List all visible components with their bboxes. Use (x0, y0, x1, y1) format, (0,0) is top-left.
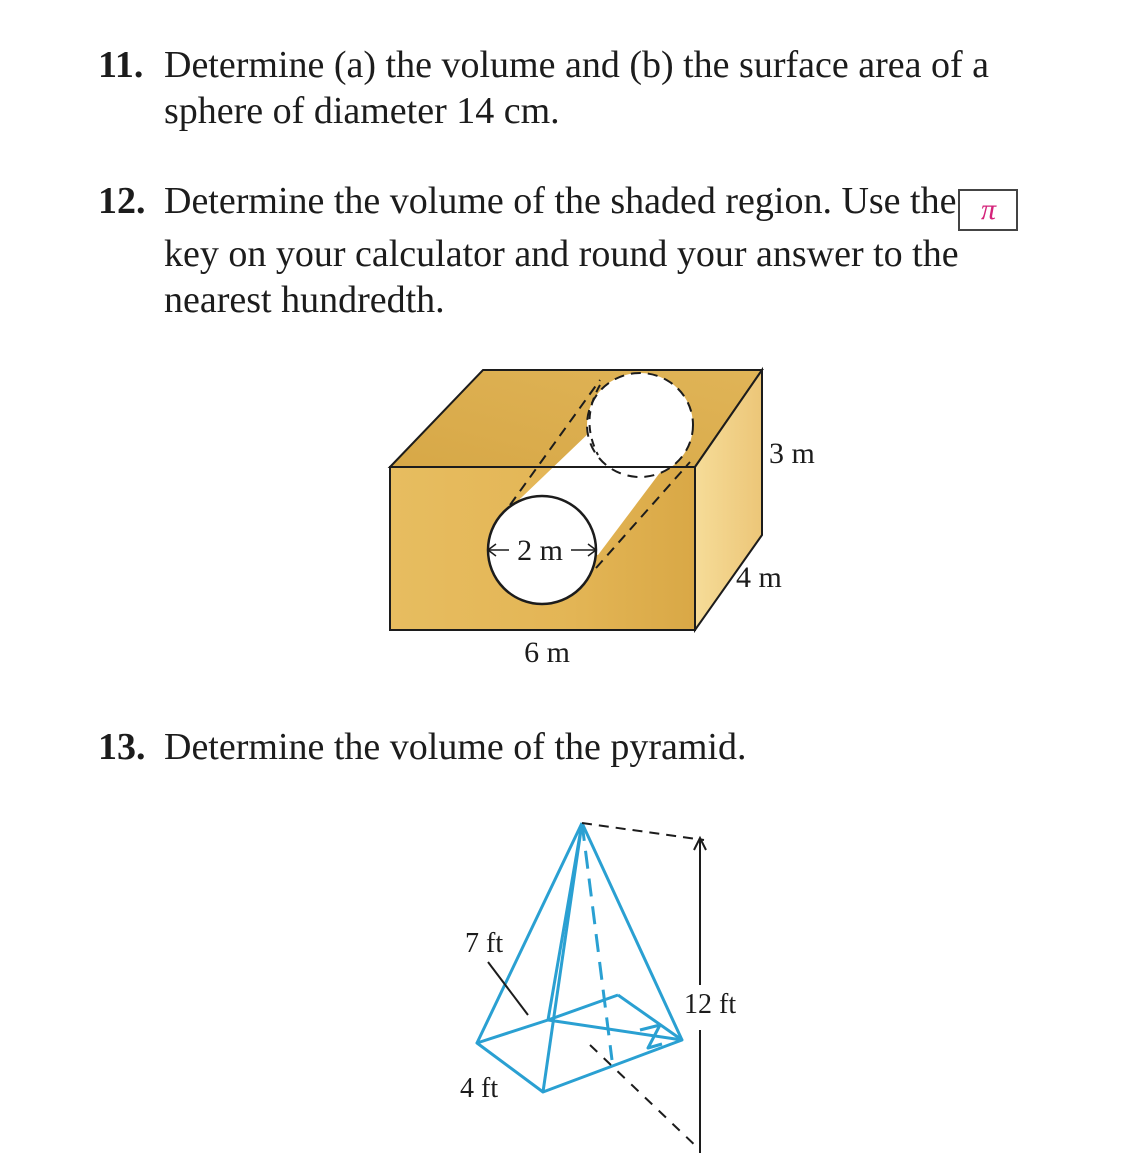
problem-13-number: 13. (98, 726, 146, 768)
problem-11-text-line-1: Determine (a) the volume and (b) the surface area of a (164, 44, 990, 86)
pi-key-icon: π (958, 189, 1018, 231)
problem-12-text-line-1: Determine the volume of the shaded region. Use the (164, 180, 957, 222)
label-slant-7ft: 7 ft (465, 928, 504, 959)
problem-11-number: 11. (98, 44, 144, 86)
problem-11-text-line-2: sphere of diameter 14 cm. (164, 90, 560, 132)
label-diameter: 2 m (517, 534, 563, 567)
label-width-6m: 6 m (524, 636, 570, 669)
problem-12-text-line-2: key on your calculator and round your answer to the (164, 233, 959, 275)
problem-12-number: 12. (98, 180, 146, 222)
label-height-3m: 3 m (769, 437, 815, 470)
label-base-4ft: 4 ft (460, 1073, 499, 1104)
pyramid-edge-right (582, 823, 682, 1040)
pyramid-base (477, 1020, 682, 1092)
problem-13-text-line-1: Determine the volume of the pyramid. (164, 726, 747, 768)
label-height-12ft: 12 ft (684, 989, 737, 1020)
height-dashed-bottom (590, 1045, 700, 1150)
label-depth-4m: 4 m (736, 561, 782, 594)
height-dashed-top (582, 823, 704, 840)
problem-12-text-line-3: nearest hundredth. (164, 279, 445, 321)
pyramid-base-inner-line (548, 995, 618, 1020)
